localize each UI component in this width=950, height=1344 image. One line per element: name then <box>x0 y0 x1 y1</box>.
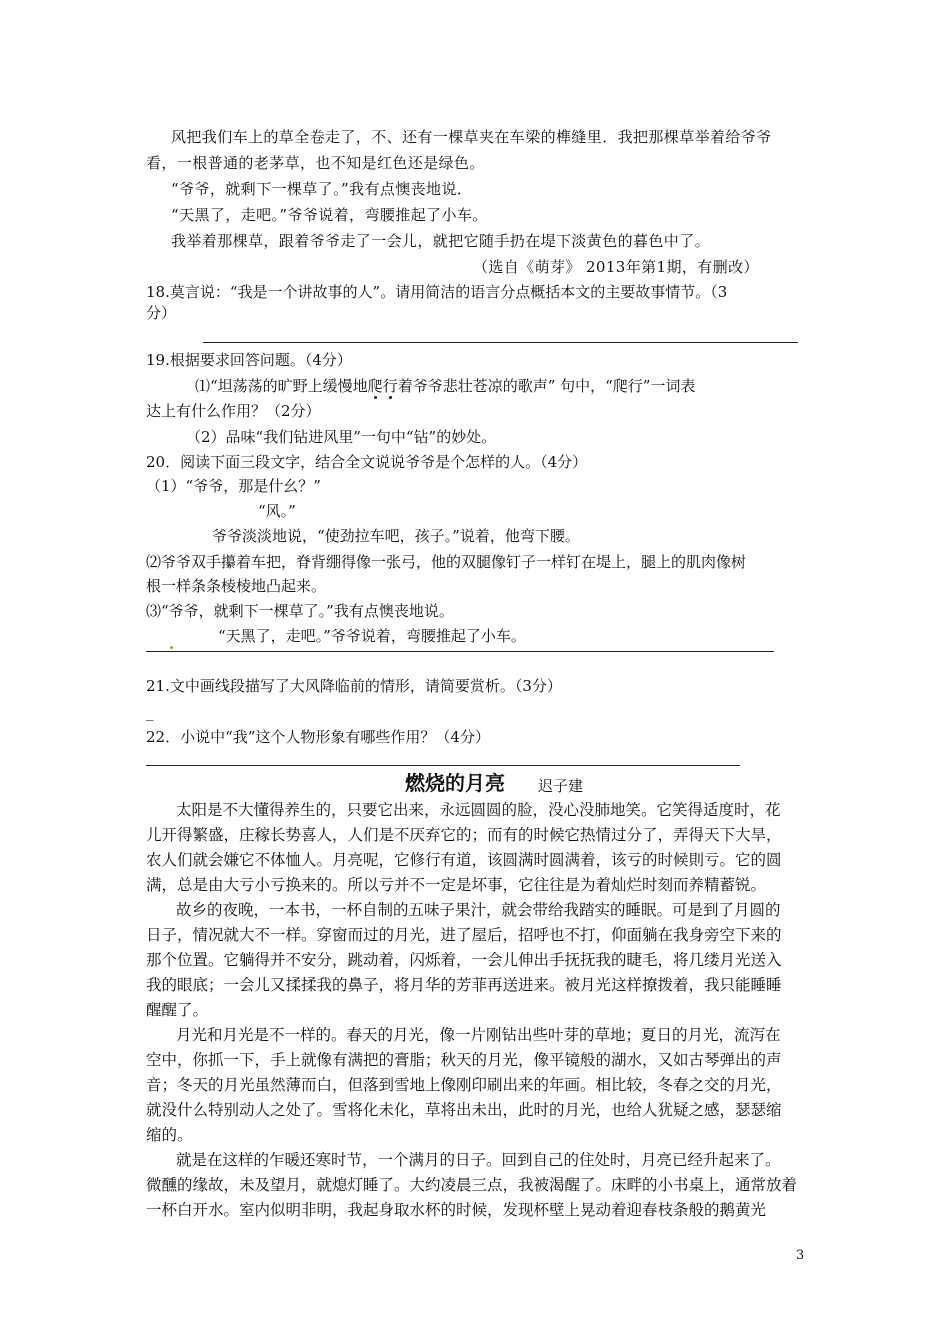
story-paragraph-line: 风把我们车上的草全卷走了，不、还有一棵草夹在车梁的榫缝里．我把那棵草举着给爷爷 <box>171 128 772 146</box>
quote-line: （1）“爷爷，那是什幺？” <box>146 477 321 495</box>
source-note: （选自《萌芽》 2013年第1期，有删改） <box>473 258 759 276</box>
quote-line: ⑶“爷爷，就剩下一棵草了。”我有点懊丧地说。 <box>146 602 454 620</box>
question-18-continued: 分） <box>146 304 177 322</box>
essay-line: 那个位置。它躺得并不安分，跳动着，闪烁着，一会儿伸出手抚抚我的睫毛，将几缕月光送入 <box>146 951 782 969</box>
essay-line: 一杯白开水。室内似明非明，我起身取水杯的时候，发现杯壁上晃动着迎春枝条般的鹅黄光 <box>146 1201 767 1219</box>
page-number: 3 <box>796 1248 805 1263</box>
story-dialogue-line: “天黑了，走吧。”爷爷说着，弯腰推起了小车。 <box>171 206 488 224</box>
quote-line: ⑵爷爷双手攥着车把，脊背绷得像一张弓，他的双腿像钉子一样钉在堤上，腿上的肌肉像树 <box>146 553 747 571</box>
question-21: 21.文中画线段描写了大风降临前的情形，请简要赏析。（3分） <box>146 677 562 695</box>
essay-line: 醒醒了。 <box>146 1001 209 1019</box>
essay-line: 微醺的缘故，未及望月，就熄灯睡了。大约凌晨三点，我被渴醒了。床畔的小书桌上，通常放着 <box>146 1176 798 1194</box>
answer-line <box>146 651 774 652</box>
answer-line <box>146 765 740 766</box>
essay-line: 太阳是不大懂得养生的，只要它出来，永远圆圆的脸，没心没肺地笑。它笑得适度时，花 <box>176 801 781 819</box>
question-20-title: 20．阅读下面三段文字，结合全文说说爷爷是个怎样的人。（4分） <box>146 453 588 471</box>
essay-title: 燃烧的月亮 <box>405 771 505 795</box>
quote-line: “风。” <box>258 502 296 520</box>
emphasis-dot-char: 行 <box>382 377 398 395</box>
essay-line: 缩的。 <box>146 1126 193 1144</box>
essay-author: 迟子建 <box>538 777 584 795</box>
essay-line: 空中，你抓一下，手上就像有满把的膏脂；秋天的月光，像平镜般的湖水，又如古琴弹出的声 <box>146 1051 782 1069</box>
emphasis-dot-char: 爬 <box>367 377 383 395</box>
story-paragraph-line: 看，一根普通的老茅草，也不知是红色还是绿色。 <box>146 154 485 172</box>
quote-line: “天黑了，走吧。”爷爷说着，弯腰推起了小车。 <box>218 627 526 645</box>
essay-line: 故乡的夜晚，一本书，一杯自制的五味子果汁，就会带给我踏实的睡眠。可是到了月圆的 <box>176 901 781 919</box>
essay-line: 就没什么特别动人之处了。雪将化未化，草将出未出，此时的月光，也给人犹疑之感，瑟瑟缩 <box>146 1101 782 1119</box>
stray-mark <box>170 646 173 649</box>
question-19-part-2: （2）品味“我们钻进风里”一句中“钻”的妙处。 <box>186 428 497 446</box>
essay-line: 日子，情况就大不一样。穿窗而过的月光，进了屋后，招呼也不打，仰面躺在我身旁空下来的 <box>146 926 782 944</box>
essay-line: 音；冬天的月光虽然薄而白，但落到雪地上像刚印刷出来的年画。相比较，冬春之交的月光， <box>146 1076 782 1094</box>
essay-line: 满，总是由大亏小亏换来的。所以亏并不一定是坏事，它往往是为着灿烂时刻而养精蓄锐。 <box>146 876 767 894</box>
question-22: 22．小说中“我”这个人物形象有哪些作用？（4分） <box>146 728 490 746</box>
essay-line: 月光和月光是不一样的。春天的月光，像一片刚钻出些叶芽的草地；夏日的月光，流泻在 <box>176 1026 781 1044</box>
story-dialogue-line: “爷爷，就剩下一棵草了。”我有点懊丧地说． <box>171 180 473 198</box>
answer-line <box>203 342 798 343</box>
question-19-title: 19.根据要求回答问题。（4分） <box>146 351 352 369</box>
question-19-part-1: ⑴“坦荡荡的旷野上缓慢地爬行着爷爷悲壮苍凉的歌声” 句中，“爬行”一词表 <box>195 377 696 395</box>
quote-line: 爷爷淡淡地说，“使劲拉车吧，孩子。”说着，他弯下腰。 <box>212 527 580 545</box>
quote-line: 根一样条条棱棱地凸起来。 <box>146 577 327 595</box>
question-18: 18.莫言说：“我是一个讲故事的人”。请用简洁的语言分点概括本文的主要故事情节。（3 <box>146 283 728 301</box>
underscore-mark: _ <box>146 703 154 721</box>
story-paragraph-line: 我举着那棵草，跟着爷爷走了一会儿，就把它随手扔在堤下淡黄色的暮色中了。 <box>171 232 711 250</box>
essay-line: 农人们就会嫌它不体恤人。月亮呢，它修行有道，该圆满时圆满着，该亏的时候則亏。它的圆 <box>146 851 782 869</box>
essay-line: 儿开得繁盛，庄稼长势喜人，人们是不厌弃它的；而有的时候它热情过分了，弄得天下大旱， <box>146 826 782 844</box>
essay-line: 我的眼底；一会儿又揉揉我的鼻子，将月华的芳菲再送进来。被月光这样撩拨着，我只能睡睡 <box>146 976 782 994</box>
essay-line: 就是在这样的乍暖还寒时节，一个满月的日子。回到自己的住处时，月亮已经升起来了。 <box>176 1151 781 1169</box>
question-19-part-1-continued: 达上有什么作用？（2分） <box>146 402 321 420</box>
